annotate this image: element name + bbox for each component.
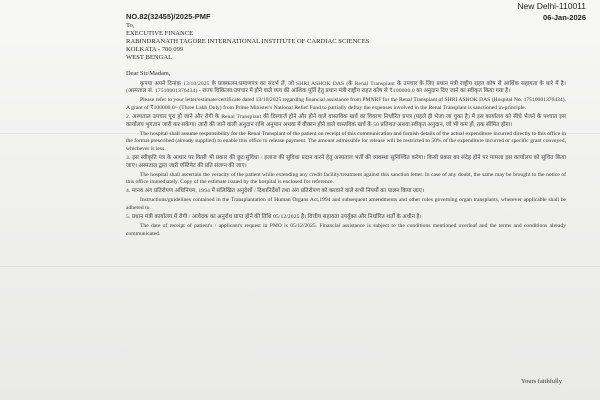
addressee-line: WEST BENGAL — [126, 54, 173, 61]
paragraph-4-english: Instructions/guidelines contained in the Transplantation of Human Organs Act,1994 and subsequent amendments and other rules governing organ transplants, wherever applicable shall be adhered to. — [126, 197, 566, 211]
paper-fold-line — [0, 266, 600, 267]
salutation: Dear Sir/Madam, — [126, 70, 171, 77]
header-date: 06-Jan-2026 — [543, 13, 586, 22]
paragraph-1-hindi: कृपया अपने दिनांक 13/10/2025 के प्राक्कलन/प्रमाणपत्र का संदर्भ लें, जो SHRI ASHOK DAS (के Renal Transplant के उपचार के लिए प्रधान मंत्री राष्ट्रीय राहत कोष से आर्थिक सहायता के बारे में है। (अस्पताल सं. 17510001376434) - राज्य चिकित्सा/उपचार में होने वाले व्यय की आंशिक पूर्ति हेतु प्रधान मंत्री राष्ट्रीय राहत कोष से ₹100000.0 का अनुदान दिए जाने का स्वीकृत किया गया है। — [126, 80, 566, 95]
addressee-line: KOLKATA - 700 099 — [126, 46, 184, 53]
letter-header-right — [517, 0, 586, 24]
paragraph-3-hindi: 3. इस स्वीकृति पत्र के आधार पर किसी भी प्रकार की छूट/सुविधा / इलाज की सुविधा प्रदान करने हेतु अस्पताल भर्ती की व्यवस्था सुनिश्चित करेगा। किसी प्रकार का संदेह होने पर मामला इस कार्यालय को सूचित किया जाए। अस्पताल द्वारा जारी एस्टिमेट की प्रति संलग्न की जाए। — [126, 154, 566, 169]
header-city: New Delhi-110011 — [517, 1, 586, 11]
addressee-line: EXECUTIVE FINANCE — [126, 30, 194, 37]
paragraph-2-english: The hospital shall assume responsibility for the Renal Transplant of the patient on receipt of this communication and furnish details of the actual expenditure incurred directly to this office in the format prescribed (already supplied) to enable this office to release payment. The amount admissible for release will be restricted to 50% of the expenditure incurred or specific grant conveyed, whichever is less. — [126, 130, 566, 152]
reference-number: NO.82(32455)/2025-PMF — [126, 12, 211, 21]
paragraph-1-english: Please refer to your letter/estimate/certificate dated 13/10/2025 regarding financial assistance from PMNRF for the Renal Transplant of SHRI ASHOK DAS (Hospital No. 17510001376434). A grant of ₹100000.0/- (Three Lakh Only) from Prime Minister's National Relief Fund to partially defray the expenses involved in the Renal Transplant is sanctioned in-principle. — [126, 97, 566, 111]
paragraph-4-hindi: 4. मानव अंग प्रतिरोपण अधिनियम, 1994 में संलिखित अनुदेशों / दिशानिर्देशों तथा अंग प्रतिरोपण को करवाने वाले सभी नियमों का पालन किया जाए। — [126, 188, 425, 195]
paragraph-5-english: The date of receipt of patient's / applicant's request in PMO is 05/12/2025. Financial assistance is subject to the conditions mentioned overleaf and the terms and conditions already communicated. — [126, 223, 566, 237]
paper-fold-line — [0, 133, 600, 134]
closing-yours-faithfully: Yours faithfully — [520, 378, 562, 385]
paragraph-5-hindi: 5. प्रधान मंत्री कार्यालय में रोगी / आवेदक का अनुरोध प्राप्त होने की तिथि 05/12/2025 है। वित्तीय सहायता उपर्युक्त और निर्धारित शर्तों के अधीन है। — [126, 214, 422, 221]
paragraph-3-english: The hospital shall ascertain the veracity of the patient while extending any credit facility/treatment against this sanction letter. In case of any doubt, the same may be brought to the notice of this office immediately. Copy of the estimate issued by the hospital is enclosed for reference. — [126, 171, 566, 186]
letter-body — [126, 70, 566, 240]
addressee-line: To, — [126, 22, 135, 29]
paragraph-2-hindi: 2. अस्पताल उपचार पूरा हो जाने और रोगी के Renal Transplant की डिस्चार्ज होने और होने वाले वास्तविक खर्च का विवरण निर्धारित प्रपत्र (पहले ही भेजा जा चुका है) में इस कार्यालय को सीधे भेजने के पश्चात इस कार्यालय भुगतान जारी कर सकेगा। जारी की जाने वाली अनुदान राशि अनुमान अथवा में वीकान होने वाले वास्तविक खर्च के 50 प्रतिशत अथवा स्वीकृत अनुदान, जो भी कम हो, तक सीमित होगा। — [126, 113, 566, 128]
addressee-line: RABINDRANATH TAGORE INTERNATIONAL INSTITUTE OF CARDIAC SCIENCES — [126, 38, 370, 45]
addressee-block — [126, 22, 369, 62]
